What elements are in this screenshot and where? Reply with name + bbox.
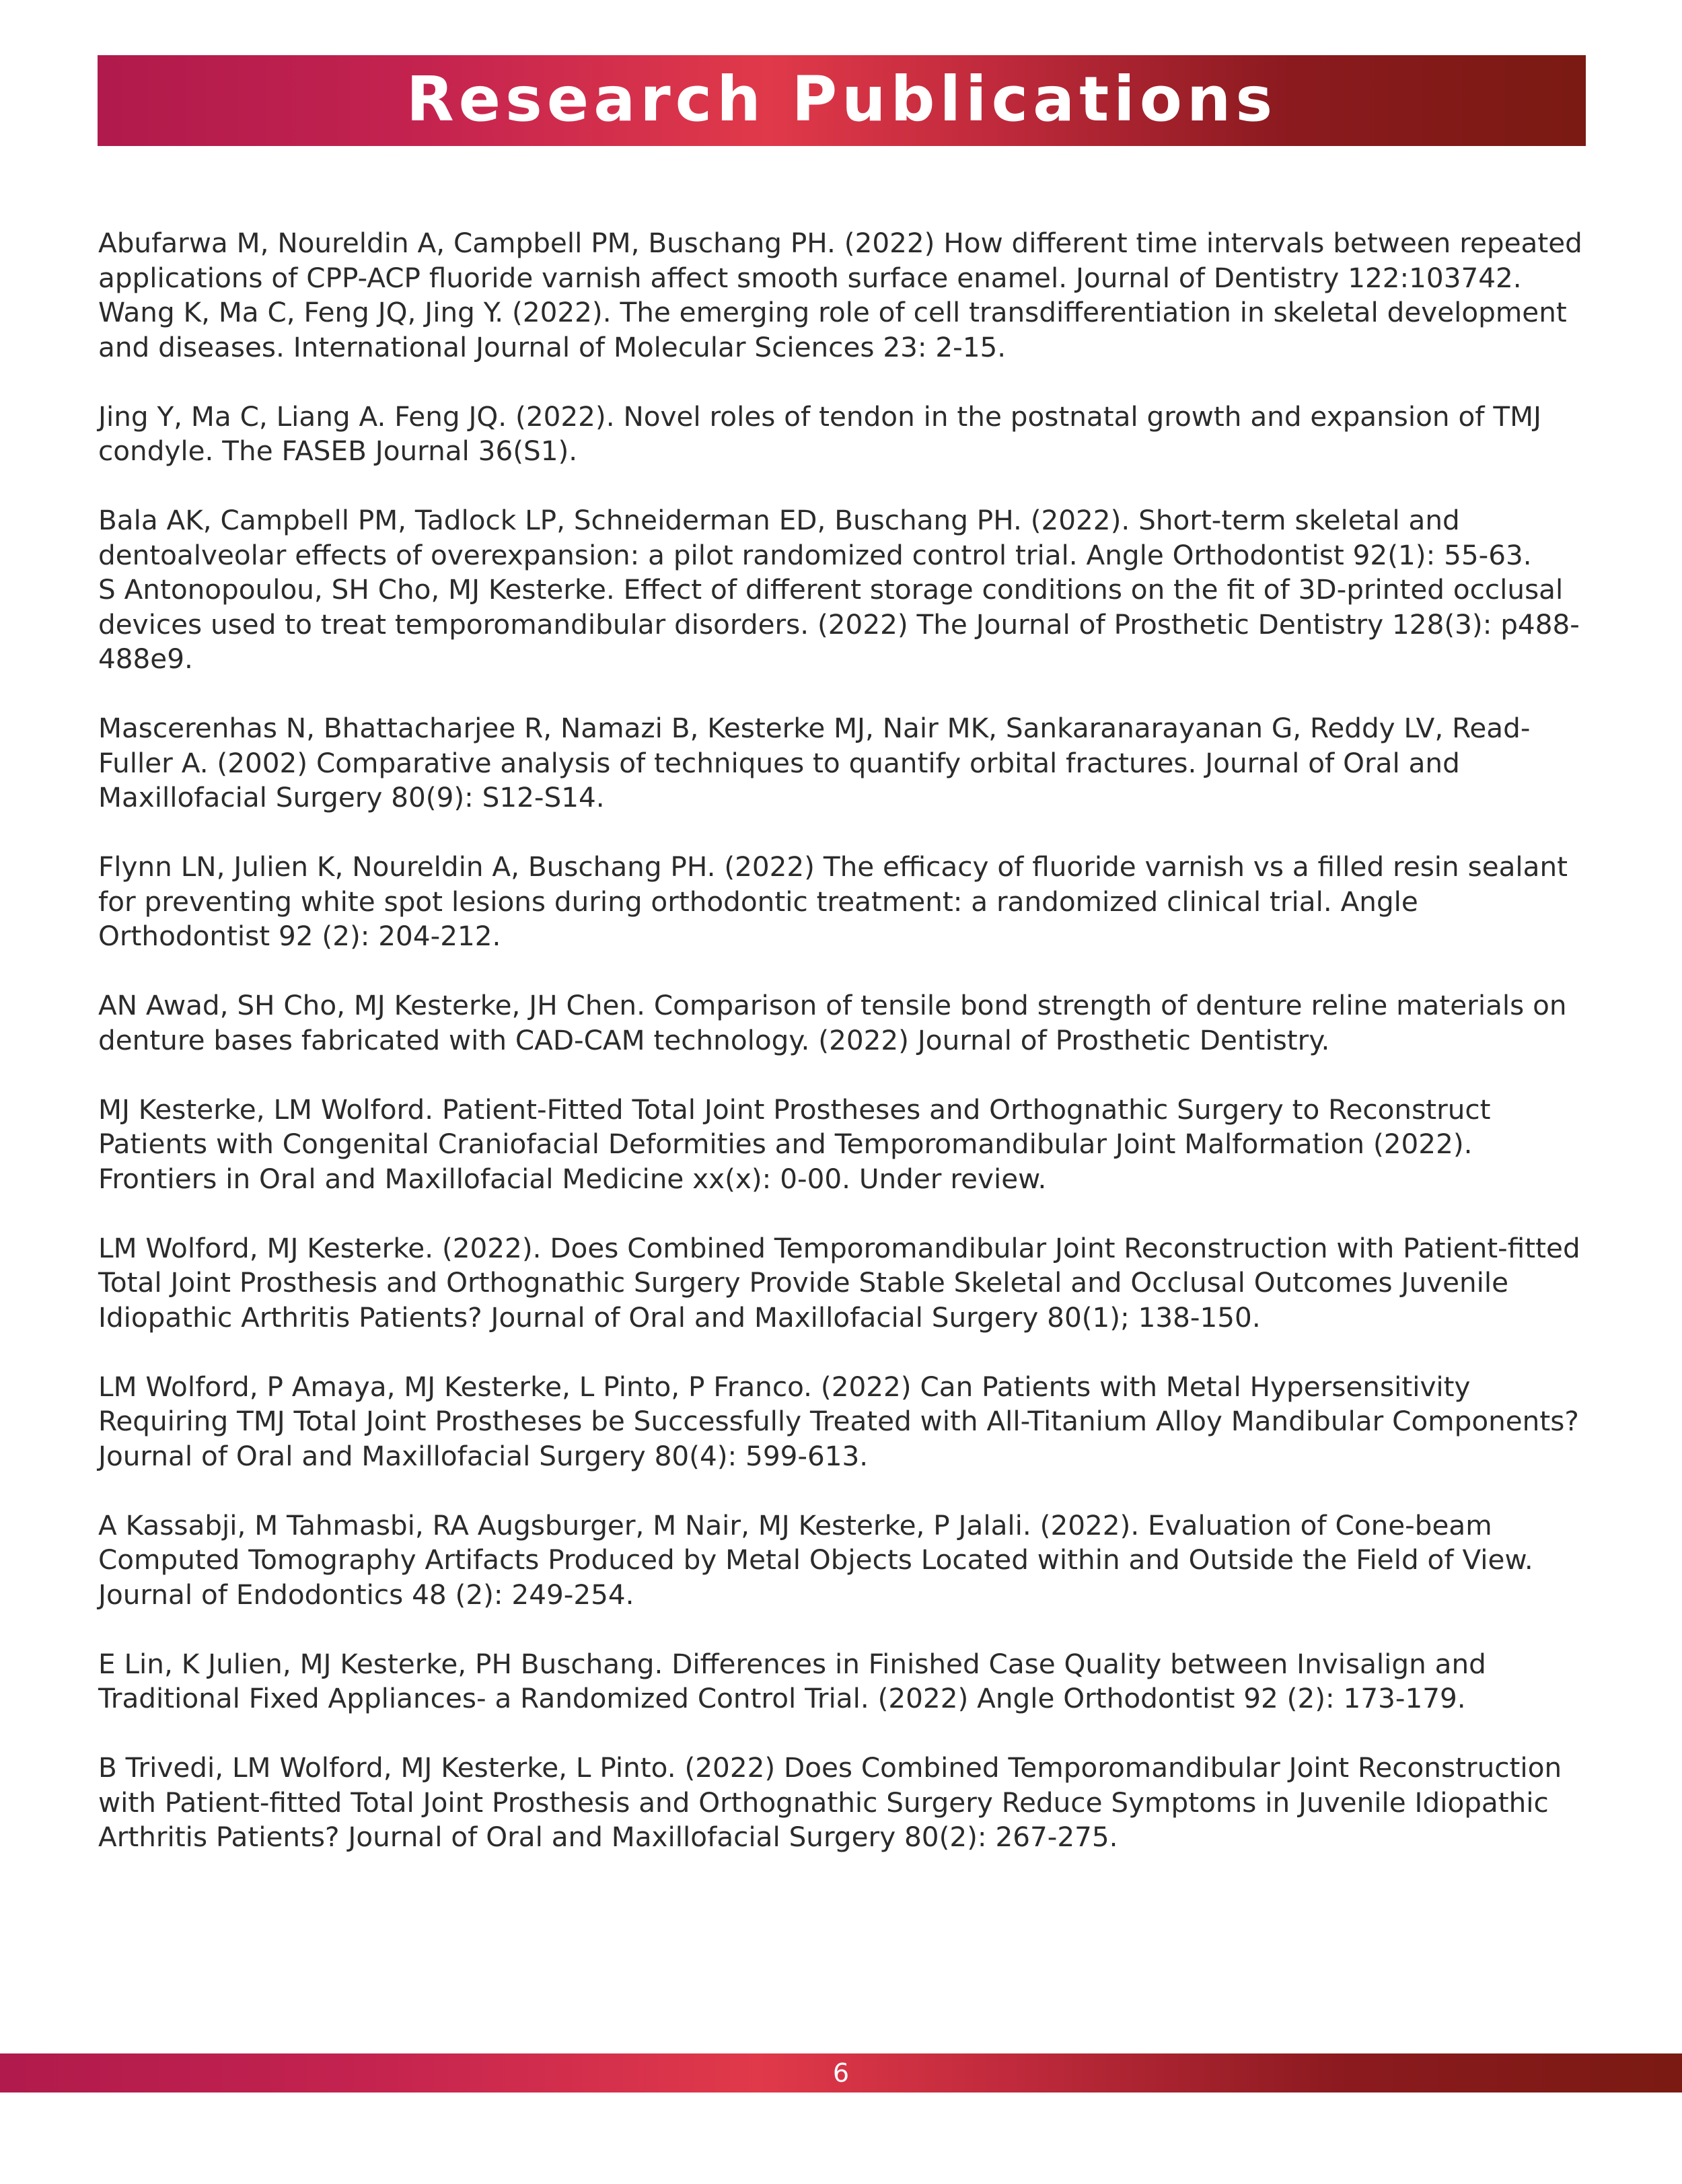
- publication-entry: B Trivedi, LM Wolford, MJ Kesterke, L Pinto. (2022) Does Combined Temporomandibular Joint Reconstruction with Patient-fitted Total Joint Prosthesis and Orthognathic Surgery Reduce Symptoms in Juvenile Idiopathic Arthritis Patients? Journal of Oral and Maxillofacial Surgery 80(2): 267-275.: [98, 1751, 1562, 1853]
- publication-entry: LM Wolford, MJ Kesterke. (2022). Does Combined Temporomandibular Joint Reconstruction with Patient-fitted Total Joint Prosthesis and Orthognathic Surgery Provide Stable Skeletal and Occlusal Outcomes Juvenile Idiopathic Arthritis Patients? Journal of Oral and Maxillofacial Surgery 80(1); 138-150.: [98, 1231, 1580, 1334]
- publication-entry: MJ Kesterke, LM Wolford. Patient-Fitted Total Joint Prostheses and Orthognathic Surgery to Reconstruct Patients with Congenital Craniofacial Deformities and Temporomandibular Joint Malformation (2022). Frontiers in Oral and Maxillofacial Medicine xx(x): 0-00. Under review.: [98, 1093, 1491, 1195]
- publication-entry: Abufarwa M, Noureldin A, Campbell PM, Buschang PH. (2022) How different time intervals between repeated applications of CPP-ACP fluoride varnish affect smooth surface enamel. Journal of Dentistry 122:103742.: [98, 227, 1582, 294]
- publication-entry: LM Wolford, P Amaya, MJ Kesterke, L Pinto, P Franco. (2022) Can Patients with Metal Hypersensitivity Requiring TMJ Total Joint Prostheses be Successfully Treated with All-Titanium Alloy Mandibular Components? Journal of Oral and Maxillofacial Surgery 80(4): 599-613.: [98, 1370, 1579, 1472]
- publication-entry: Wang K, Ma C, Feng JQ, Jing Y. (2022). The emerging role of cell transdifferentiation in skeletal development and diseases. International Journal of Molecular Sciences 23: 2-15.: [98, 296, 1567, 363]
- publication-entry: Bala AK, Campbell PM, Tadlock LP, Schneiderman ED, Buschang PH. (2022). Short-term skeletal and dentoalveolar effects of overexpansion: a pilot randomized control trial. Angle Orthodontist 92(1): 55-63.: [98, 504, 1532, 571]
- publication-list: [98, 226, 1592, 1855]
- publication-entry: A Kassabji, M Tahmasbi, RA Augsburger, M Nair, MJ Kesterke, P Jalali. (2022). Evaluation of Cone-beam Computed Tomography Artifacts Produced by Metal Objects Located within and Outside the Field of View. Journal of Endodontics 48 (2): 249-254.: [98, 1508, 1533, 1611]
- publication-entry: Flynn LN, Julien K, Noureldin A, Buschang PH. (2022) The efficacy of fluoride varnish vs a filled resin sealant for preventing white spot lesions during orthodontic treatment: a randomized clinical trial. Angle Orthodontist 92 (2): 204-212.: [98, 850, 1568, 952]
- publication-entry: E Lin, K Julien, MJ Kesterke, PH Buschang. Differences in Finished Case Quality between Invisalign and Traditional Fixed Appliances- a Randomized Control Trial. (2022) Angle Orthodontist 92 (2): 173-179.: [98, 1647, 1486, 1714]
- title-banner: [98, 55, 1586, 146]
- publication-entry: Mascerenhas N, Bhattacharjee R, Namazi B, Kesterke MJ, Nair MK, Sankaranarayanan G, Reddy LV, Read-Fuller A. (2002) Comparative analysis of techniques to quantify orbital fractures. Journal of Oral and Maxillofacial Surgery 80(9): S12-S14.: [98, 712, 1531, 813]
- publication-entry: Jing Y, Ma C, Liang A. Feng JQ. (2022). Novel roles of tendon in the postnatal growth and expansion of TMJ condyle. The FASEB Journal 36(S1).: [98, 400, 1541, 467]
- footer-bar: [0, 2053, 1682, 2092]
- page-number: 6: [832, 2058, 850, 2088]
- publication-entry: S Antonopoulou, SH Cho, MJ Kesterke. Effect of different storage conditions on the fit of 3D-printed occlusal devices used to treat temporomandibular disorders. (2022) The Journal of Prosthetic Dentistry 128(3): p488-488e9.: [98, 573, 1580, 675]
- page-title: Research Publications: [406, 63, 1278, 135]
- publication-entry: AN Awad, SH Cho, MJ Kesterke, JH Chen. Comparison of tensile bond strength of denture reline materials on denture bases fabricated with CAD-CAM technology. (2022) Journal of Prosthetic Dentistry.: [98, 989, 1567, 1056]
